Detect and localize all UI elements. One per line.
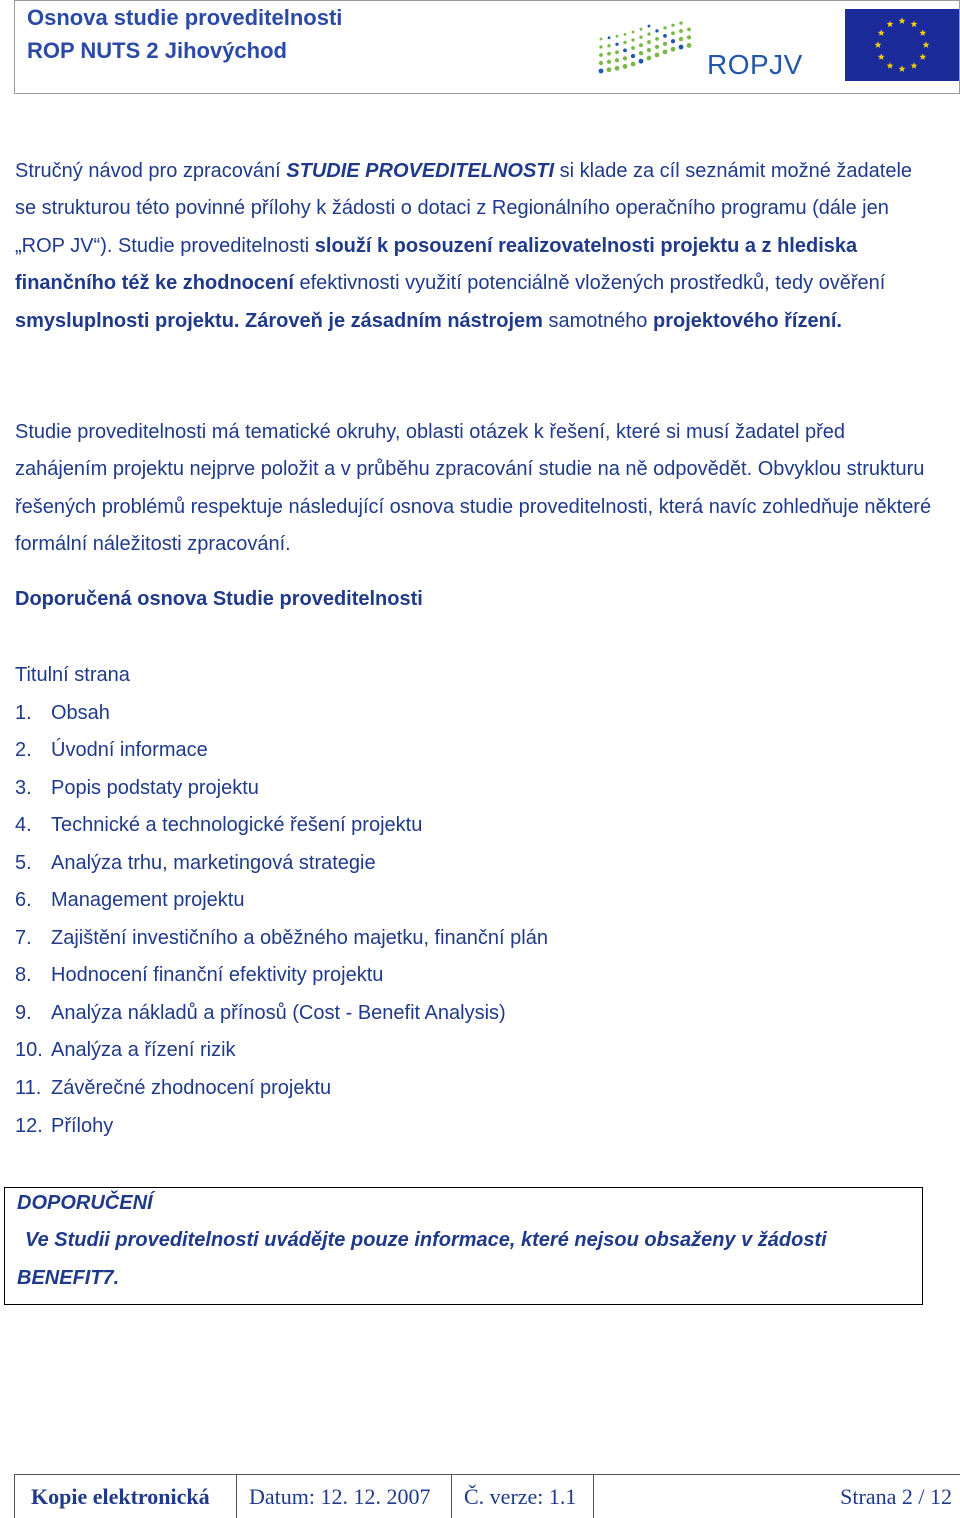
footer-copy-type: Kopie elektronická	[14, 1475, 236, 1518]
outline-item	[15, 807, 548, 845]
outline-item	[15, 732, 548, 770]
outline-item-text: Obsah	[51, 701, 110, 724]
footer-version: Č. verze: 1.1	[451, 1475, 593, 1518]
intro-text-5: efektivnosti využití potenciálně vložených prostředků, tedy ověření	[293, 272, 886, 295]
outline-item	[15, 845, 548, 883]
outline-item	[15, 957, 548, 995]
outline-item	[15, 995, 548, 1033]
topics-paragraph: Studie proveditelnosti má tematické okruhy, oblasti otázek k řešení, které si musí žadatel před zahájením projektu nejprve položit a v průběhu zpracování studie na ně odpovědět. Obvyklou strukturu řešených problémů respektuje následující osnova studie proveditelnosti, která navíc zohledňuje některé formální náležitosti zpracování.	[15, 421, 932, 556]
recommendation-text: Ve Studii proveditelnosti uvádějte pouze informace, které nejsou obsaženy v žádosti BENEFIT7.	[17, 1229, 827, 1289]
recommendation-title: DOPORUČENÍ	[17, 1192, 153, 1214]
intro-bold-purpose: slouží k posouzení realizovatelnosti projektu a z hlediska finančního též ke zhodnocení	[15, 234, 858, 295]
page-header	[14, 0, 960, 94]
outline-item-text: Analýza nákladů a přínosů (Cost - Benefit Analysis)	[51, 1001, 506, 1024]
outline-item-number: 10.	[15, 1039, 43, 1062]
intro-text-3: si klade za cíl seznámit možné žadatele se strukturou této povinné přílohy k žádosti o dotaci z Regionálního operačního programu (dále jen „ROP JV“). Studie proveditelnosti	[15, 160, 913, 257]
recommendation-box	[4, 1187, 923, 1305]
outline-item-number: 11.	[15, 1077, 42, 1100]
outline-item-text: Management projektu	[51, 889, 245, 912]
outline-item-text: Technické a technologické řešení projektu	[51, 814, 423, 837]
ropjv-logo-text: ROPJV	[707, 49, 803, 80]
document-title: Osnova studie proveditelnosti	[27, 5, 343, 30]
outline-item-number: 6.	[15, 889, 32, 912]
outline-item	[15, 1032, 548, 1070]
outline-item-text: Úvodní informace	[51, 739, 208, 762]
outline-item-text: Závěrečné zhodnocení projektu	[51, 1077, 332, 1100]
outline-item	[15, 882, 548, 920]
outline-item-number: 4.	[15, 814, 32, 837]
outline-item-text: Analýza a řízení rizik	[51, 1039, 236, 1062]
intro-text-1: Stručný návod pro zpracování	[15, 160, 287, 182]
outline-item-text: Hodnocení finanční efektivity projektu	[51, 964, 384, 987]
outline-item-number: 2.	[15, 739, 32, 762]
eu-flag-icon	[845, 9, 959, 81]
outline-item-number: 3.	[15, 776, 32, 799]
intro-text-7: samotného	[542, 309, 653, 332]
outline-item-number: 12.	[15, 1114, 43, 1137]
outline-item	[15, 770, 548, 808]
outline-item	[15, 920, 548, 958]
outline-item-number: 1.	[15, 701, 32, 724]
outline-item-text: Analýza trhu, marketingová strategie	[51, 851, 376, 874]
intro-bold-management: projektového řízení.	[653, 309, 842, 332]
outline-item-number: 7.	[15, 926, 32, 949]
page-footer	[14, 1474, 960, 1518]
outline-heading: Doporučená osnova Studie proveditelnosti	[15, 588, 423, 610]
outline-item-text: Zajištění investičního a oběžného majetku, finanční plán	[51, 926, 548, 949]
outline-item-text: Popis podstaty projektu	[51, 776, 259, 799]
intro-paragraph	[15, 153, 935, 340]
outline-item	[15, 1108, 548, 1146]
document-subtitle: ROP NUTS 2 Jihovýchod	[27, 38, 287, 63]
outline-item-number: 8.	[15, 964, 32, 987]
outline-item-number: 9.	[15, 1001, 32, 1024]
outline-item-text: Přílohy	[51, 1114, 114, 1137]
outline-item	[15, 695, 548, 733]
footer-date: Datum: 12. 12. 2007	[236, 1475, 451, 1518]
outline-title-page: Titulní strana	[15, 664, 130, 686]
intro-study-name: STUDIE PROVEDITELNOSTI	[286, 160, 555, 182]
intro-bold-meaning: smysluplnosti projektu. Zároveň je zásadním nástrojem	[15, 309, 543, 332]
outline-item	[15, 1070, 548, 1108]
outline-item-number: 5.	[15, 851, 32, 874]
footer-page-number: Strana 2 / 12	[593, 1475, 960, 1518]
outline-list	[15, 657, 548, 1145]
